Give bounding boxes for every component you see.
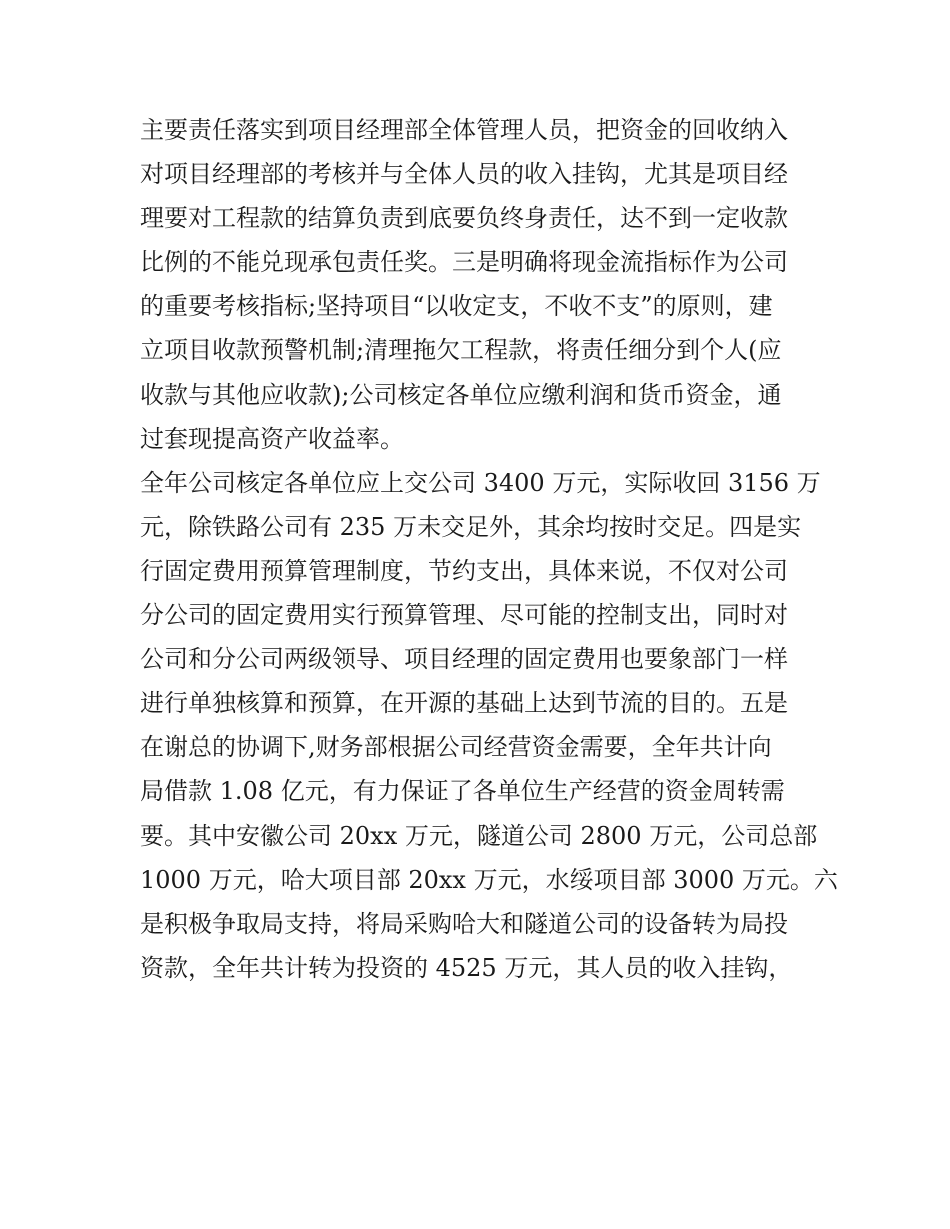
text-line: 收款与其他应收款);公司核定各单位应缴利润和货币资金，通 [140, 380, 782, 409]
text-line: 1000 万元，哈大项目部 20xx 万元，水绥项目部 3000 万元。六 [140, 865, 838, 894]
text-line: 的重要考核指标;坚持项目“以收定支，不收不支”的原则，建 [140, 292, 773, 321]
text-line: 行固定费用预算管理制度，节约支出，具体来说，不仅对公司 [140, 556, 788, 585]
text-line: 立项目收款预警机制;清理拖欠工程款，将责任细分到个人(应 [140, 336, 782, 365]
document-body [140, 108, 838, 990]
text-line: 全年公司核定各单位应上交公司 3400 万元，实际收回 3156 万 [140, 468, 821, 497]
text-line: 局借款 1.08 亿元，有力保证了各单位生产经营的资金周转需 [140, 777, 785, 806]
text-line: 过套现提高资产收益率。 [140, 424, 404, 453]
text-line: 分公司的固定费用实行预算管理、尽可能的控制支出，同时对 [140, 601, 788, 630]
text-line: 对项目经理部的考核并与全体人员的收入挂钩，尤其是项目经 [140, 160, 788, 189]
text-line: 要。其中安徽公司 20xx 万元，隧道公司 2800 万元，公司总部 [140, 821, 818, 850]
text-line: 比例的不能兑现承包责任奖。三是明确将现金流指标作为公司 [140, 248, 788, 277]
text-line: 理要对工程款的结算负责到底要负终身责任，达不到一定收款 [140, 204, 788, 233]
text-line: 公司和分公司两级领导、项目经理的固定费用也要象部门一样 [140, 645, 788, 674]
text-line: 主要责任落实到项目经理部全体管理人员，把资金的回收纳入 [140, 116, 788, 144]
text-line: 是积极争取局支持，将局采购哈大和隧道公司的设备转为局投 [140, 909, 788, 938]
text-line: 元，除铁路公司有 235 万未交足外，其余均按时交足。四是实 [140, 512, 802, 541]
text-line: 进行单独核算和预算，在开源的基础上达到节流的目的。五是 [140, 689, 788, 718]
text-line: 在谢总的协调下,财务部根据公司经营资金需要，全年共计向 [140, 733, 772, 762]
text-line: 资款，全年共计转为投资的 4525 万元，其人员的收入挂钩， [140, 953, 793, 982]
